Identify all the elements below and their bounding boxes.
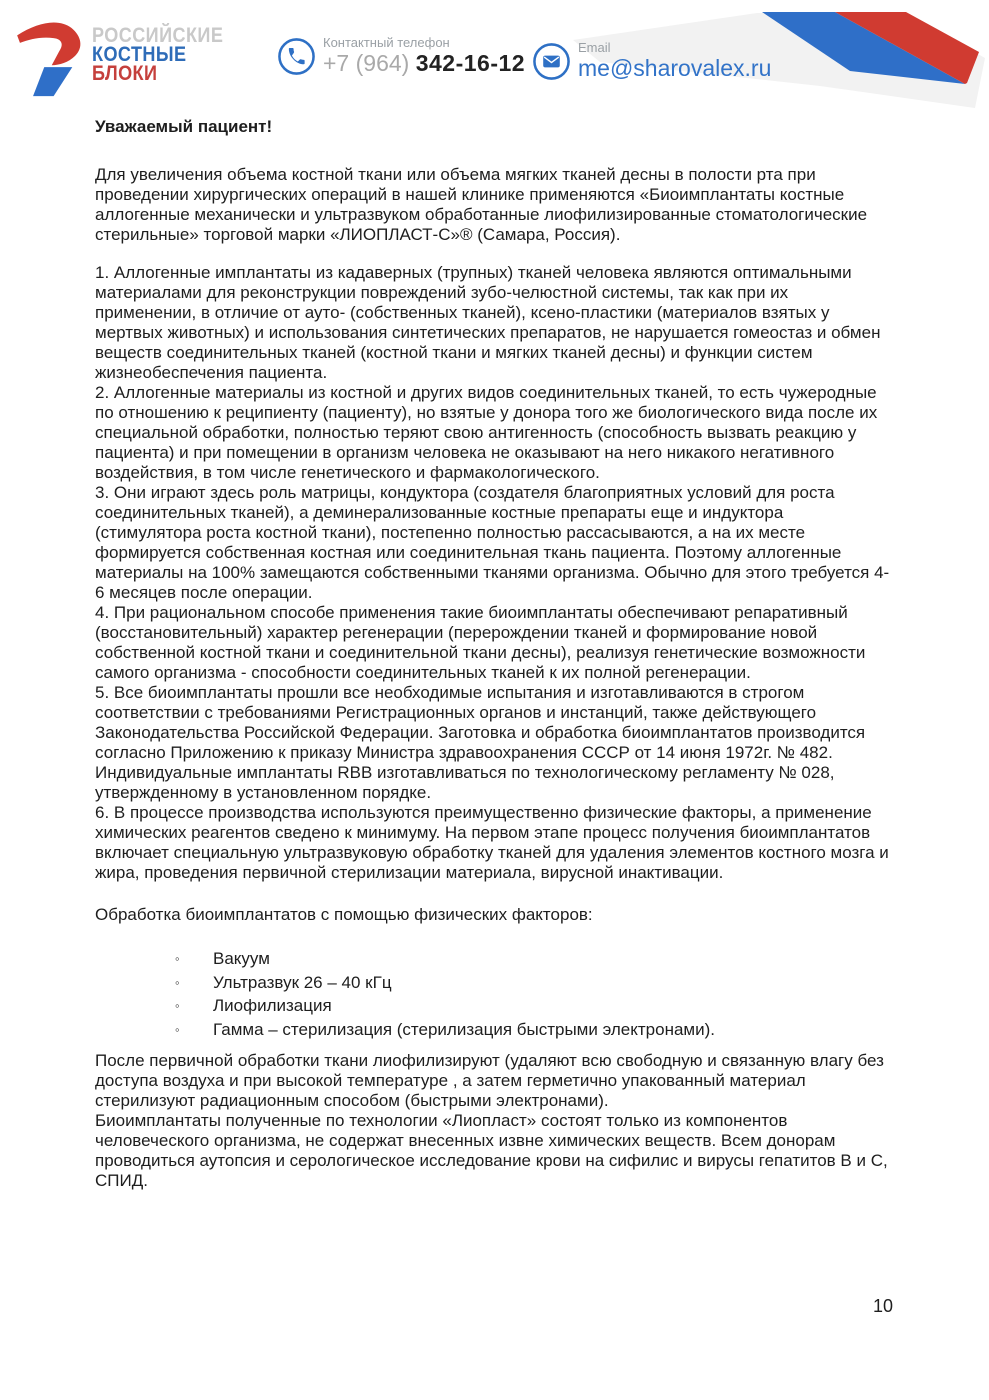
closing-paragraph-2: Биоимплантаты полученные по технологии «Лиопласт» состоят только из компонентов человеческого организма, не содержат внесенных извне химических веществ. Всем донорам проводиться аутопсия и серологическое исследование крови на сифилис и вирусы гепатитов В и С, СПИД.	[95, 1111, 888, 1190]
closing-paragraphs	[95, 1051, 893, 1191]
email-contact	[532, 42, 771, 81]
list-item: ◦ Лиофилизация	[95, 994, 893, 1018]
closing-paragraph-1: После первичной обработки ткани лиофилизируют (удаляют всю свободную и связанную влагу без доступа воздуха и при высокой температуре , а затем герметично упакованный материал стерилизуют радиационным способом (быстрыми электронами).	[95, 1051, 884, 1110]
phone-contact	[277, 37, 525, 76]
greeting: Уважаемый пациент!	[95, 117, 273, 136]
intro-paragraph: Для увеличения объема костной ткани или объема мягких тканей десны в полости рта при проведении хирургических операций в нашей клинике применяются «Биоимплантаты костные аллогенные механически и ультразвуком обработанные лиофилизированные стоматологические стерильные» торговой марки «ЛИОПЛАСТ-С»® (Самара, Россия).	[95, 165, 868, 244]
phone-value	[323, 50, 525, 76]
email-address-link[interactable]: me@sharovalex.ru	[578, 55, 772, 81]
logo-word-1: РОССИЙСКИЕ	[92, 24, 224, 47]
company-logo	[8, 12, 245, 98]
phone-prefix: +7 (964)	[323, 50, 410, 76]
processing-heading: Обработка биоимплантатов с помощью физических факторов:	[95, 905, 593, 924]
paragraph-5: 5. Все биоимплантаты прошли все необходимые испытания и изготавливаются в строгом соответствии с требованиями Регистрационных органов и инстанций, также действующего Законодательства Российской Федерации. Заготовка и обработка биоимплантатов производится согласно Приложению к приказу Министра здравоохранения СССР от 14 июня 1972г. № 482. Индивидуальные имплантаты RBB изготавливаться по технологическому регламенту № 028, утвержденному в установленном порядке.	[95, 683, 866, 802]
logo-wordmark	[92, 26, 223, 98]
phone-icon	[277, 37, 316, 76]
logo-word-3: БЛОКИ	[92, 62, 158, 85]
page-number: 10	[872, 1296, 893, 1316]
paragraph-6: 6. В процессе производства используются преимущественно физические факторы, а применение химических реагентов сведено к минимуму. На первом этапе процесс получения биоимплантатов включает специальную ультразвуковую обработку тканей для удаления элементов костного мозга и жира, проведения первичной стерилизации материала, вирусной инактивации.	[95, 803, 889, 882]
list-item: ◦ Вакуум	[95, 947, 893, 971]
phone-label: Контактный телефон	[323, 35, 450, 50]
processing-factors-list	[95, 947, 893, 1041]
paragraph-2: 2. Аллогенные материалы из костной и других видов соединительных тканей, то есть чужеродные по отношению к реципиенту (пациенту), но взятые у донора того же биологического вида после их специальной обработки, полностью теряют свою антигенность (способность вызвать реакцию у пациента) и при помещении в организм человека не оказывают на него никакого негативного воздействия, в том числе генетического и фармакологического.	[95, 383, 878, 482]
email-label: Email	[578, 40, 611, 55]
phone-number: 342-16-12	[415, 50, 526, 76]
email-icon	[532, 42, 571, 81]
paragraph-1: 1. Аллогенные имплантаты из кадаверных (трупных) тканей человека являются оптимальными материалами для реконструкции повреждений зубо-челюстной системы, так как при их применении, в отличие от ауто- (собственных тканей), ксено-пластики (материалов взятых у мертвых животных) и использования синтетических препаратов, не нарушается гомеостаз и обмен веществ соединительных тканей (костной ткани и мягких тканей десны) и функции систем жизнеобеспечения пациента.	[95, 263, 881, 382]
logo-r-icon	[8, 12, 88, 98]
logo-word-2: КОСТНЫЕ	[92, 43, 187, 66]
list-item: ◦ Гамма – стерилизация (стерилизация быстрыми электронами).	[95, 1018, 893, 1042]
numbered-paragraphs	[95, 263, 893, 883]
paragraph-4: 4. При рациональном способе применения такие биоимплантаты обеспечивают репаративный (восстановительный) характер регенерации (перерождении тканей и формирование новой собственной костной ткани и соединительной ткани десны), реализуя генетические возможности самого организма - способности соединительных тканей к их полной регенерации.	[95, 603, 866, 682]
list-item: ◦ Ультразвук 26 – 40 кГц	[95, 971, 893, 995]
paragraph-3: 3. Они играют здесь роль матрицы, кондуктора (создателя благоприятных условий для роста соединительных тканей), а деминерализованные костные препараты еще и индуктора (стимулятора роста костной ткани), постепенно полностью рассасываются, а на их месте формируется собственная костная или соединительная ткань пациента. Поэтому аллогенные материалы на 100% замещаются собственными тканями организма. Обычно для этого требуется 4-6 месяцев после операции.	[95, 483, 890, 602]
letter-body	[95, 117, 893, 1191]
